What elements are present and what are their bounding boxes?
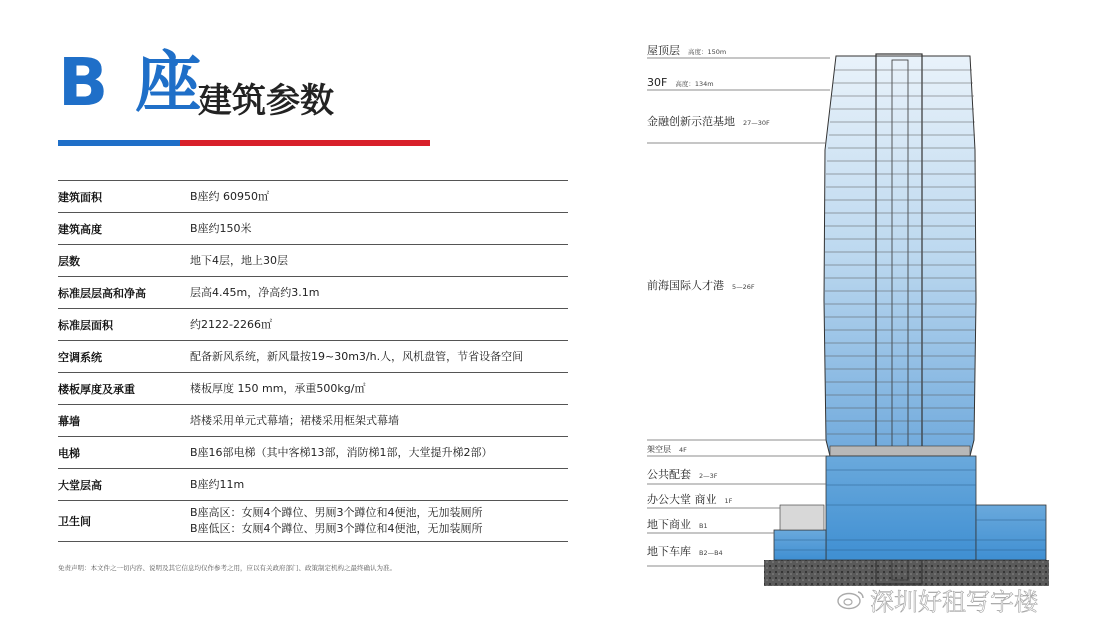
title-underline bbox=[58, 140, 430, 146]
spec-row bbox=[58, 181, 568, 213]
weibo-icon bbox=[836, 588, 866, 610]
spec-label: 空调系统 bbox=[58, 350, 102, 364]
spec-value: 约2122-2266㎡ bbox=[190, 317, 272, 331]
label-30f: 30F 高度：134m bbox=[647, 76, 714, 89]
label-finance-base: 金融创新示范基地 27—30F bbox=[647, 115, 770, 128]
spec-label: 楼板厚度及承重 bbox=[58, 382, 135, 396]
spec-row bbox=[58, 309, 568, 341]
spec-row bbox=[58, 245, 568, 277]
page-subtitle: 建筑参数 bbox=[198, 81, 334, 121]
spec-value: B座高区：女厕4个蹲位、男厕3个蹲位和4便池，无加装厕所 B座低区：女厕4个蹲位、男厕3个蹲位和4便池，无加装厕所 bbox=[190, 506, 483, 535]
spec-row bbox=[58, 341, 568, 373]
spec-label: 建筑面积 bbox=[58, 190, 102, 204]
spec-label: 卫生间 bbox=[58, 515, 91, 528]
spec-value: 塔楼采用单元式幕墙；裙楼采用框架式幕墙 bbox=[190, 413, 399, 427]
podium-right bbox=[976, 505, 1046, 560]
label-talent-port: 前海国际人才港 5—26F bbox=[647, 279, 755, 292]
spec-label: 标准层层高和净高 bbox=[58, 286, 146, 300]
spec-row bbox=[58, 469, 568, 501]
watermark-text: 深圳好租写字楼 bbox=[870, 588, 1038, 616]
spec-row bbox=[58, 277, 568, 309]
underline-blue bbox=[58, 140, 180, 146]
disclaimer-text: 免责声明：本文件之一切内容、说明及其它信息均仅作参考之用，应以有关政府部门、政策制定机构之最终确认为准。 bbox=[58, 564, 396, 572]
spec-value: B座约150米 bbox=[190, 221, 252, 235]
label-public-facilities: 公共配套 2—3F bbox=[647, 468, 718, 481]
spec-label: 幕墙 bbox=[58, 414, 80, 428]
spec-value: B座约 60950㎡ bbox=[190, 189, 270, 203]
underline-red bbox=[180, 140, 430, 146]
spec-table bbox=[58, 180, 568, 542]
spec-label: 大堂层高 bbox=[58, 478, 102, 492]
spec-value: B座约11m bbox=[190, 477, 245, 491]
label-lobby-commercial: 办公大堂 商业 1F bbox=[647, 493, 733, 506]
spec-value: B座16部电梯（其中客梯13部，消防梯1部，大堂提升梯2部） bbox=[190, 445, 493, 459]
spec-row bbox=[58, 405, 568, 437]
spec-label: 层数 bbox=[58, 254, 80, 268]
label-roof: 屋顶层 高度：150m bbox=[647, 44, 727, 57]
label-underground-parking: 地下车库 B2—B4 bbox=[647, 545, 723, 558]
spec-row bbox=[58, 373, 568, 405]
spec-value: 层高4.45m，净高约3.1m bbox=[190, 285, 320, 299]
spec-label: 建筑高度 bbox=[58, 222, 102, 236]
spec-row bbox=[58, 437, 568, 469]
label-sky-level: 架空层 4F bbox=[647, 445, 687, 454]
spec-label: 标准层面积 bbox=[58, 318, 113, 332]
spec-label: 电梯 bbox=[58, 446, 80, 460]
building-title: B 座 bbox=[58, 44, 204, 121]
label-underground-commercial: 地下商业 B1 bbox=[647, 518, 708, 531]
building-labels bbox=[647, 0, 877, 626]
spec-value: 楼板厚度 150 mm，承重500kg/㎡ bbox=[190, 381, 366, 395]
spec-value: 配备新风系统，新风量按19~30m3/h.人，风机盘管，节省设备空间 bbox=[190, 349, 524, 363]
spec-row bbox=[58, 213, 568, 245]
tower-core bbox=[876, 54, 922, 584]
spec-row bbox=[58, 501, 568, 542]
spec-value: 地下4层，地上30层 bbox=[190, 253, 288, 267]
